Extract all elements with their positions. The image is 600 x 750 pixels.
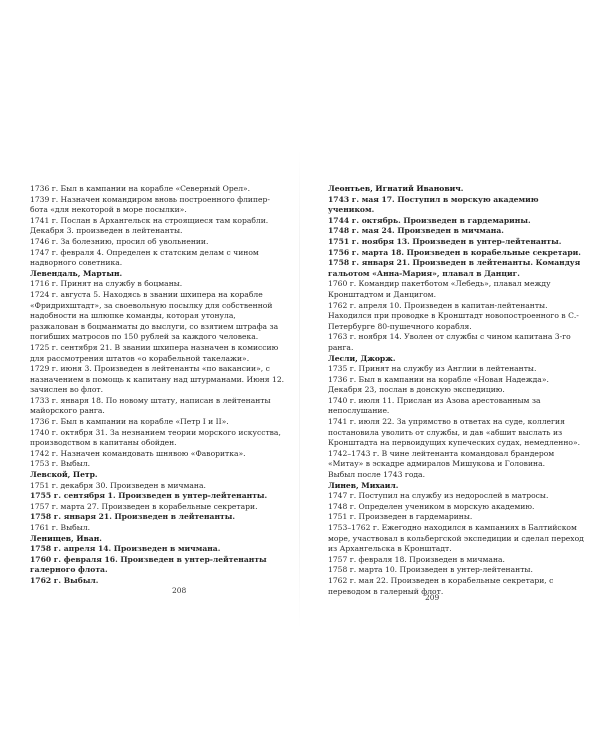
person-heading: Левендаль, Мартын. <box>30 268 123 278</box>
list-item: 1741 г. июля 22. За упрямство в ответах на суде, коллегия постановила уволить от службы, и дав «абшит выслать из Кронштадта на первоидущих купеческих судах, немедленно». <box>328 417 581 448</box>
list-item: 1757 г. февраля 18. Произведен в мичмана. <box>328 554 505 564</box>
list-item: 1733 г. января 18. По новому штату, написан в лейтенанты майорского ранга. <box>30 395 271 416</box>
list-item: 1751 г. декабря 30. Произведен в мичмана. <box>30 480 206 490</box>
person-heading: Линев, Михаил. <box>328 480 399 490</box>
list-item: 1736 г. Был в кампании на корабле «Новая Надежда». Декабря 23, послан в донскую экспедицию. <box>328 374 549 395</box>
person-heading: Леонтьев, Игнатий Иванович. <box>328 184 464 193</box>
list-item: 1761 г. Выбыл. <box>30 523 91 532</box>
list-item: 1762 г. мая 22. Произведен в корабельные секретари, с переводом в галерный флот. <box>328 575 554 596</box>
list-item: 1716 г. Принят на службу в боцманы. <box>30 279 183 289</box>
page-number-right: 209 <box>425 593 440 602</box>
list-item: 1751 г. Произведен в гардемарины. <box>328 512 473 522</box>
list-item: 1741 г. Послан в Архангельск на строящиеся там корабли. Декабря 3. произведен в лейтенанты. <box>30 215 269 236</box>
list-item: 1739 г. Назначен командиром вновь построенного флипер-бота «для некоторой в море посылки». <box>30 194 270 215</box>
person-heading: Лесли, Джорж. <box>328 353 396 363</box>
list-item: 1748 г. мая 24. Произведен в мичмана. <box>328 226 504 236</box>
list-item: 1743 г. мая 17. Поступил в морскую академию учеником. <box>328 194 539 215</box>
list-item: 1758 г. апреля 14. Произведен в мичмана. <box>30 544 221 554</box>
list-item: 1762 г. Выбыл. <box>30 575 99 585</box>
list-item: 1736 г. Был в кампании на корабле «Петр I и II». <box>30 417 229 427</box>
list-item: 1740 г. октября 31. За незнанием теории морского искусства, производством в капитаны обойден. <box>30 427 281 448</box>
right-page <box>328 184 584 597</box>
list-item: 1758 г. января 21. Произведен в лейтенанты. Командуя гальотом «Анна-Мария», плавал в Данциг. <box>328 258 581 278</box>
list-item: 1746 г. За болезнию, просил об увольнении. <box>30 236 209 246</box>
left-page <box>30 184 286 587</box>
list-item: 1758 г. марта 10. Произведен в унтер-лейтенанты. <box>328 565 533 575</box>
list-item: 1755 г. сентября 1. Произведен в унтер-лейтенанты. <box>30 491 268 501</box>
list-item: 1753 г. Выбыл. <box>30 459 91 469</box>
list-item: 1735 г. Принят на службу из Англии в лейтенанты. <box>328 364 537 374</box>
list-item: 1756 г. марта 18. Произведен в корабельные секретари. <box>328 247 581 257</box>
list-item: 1753–1762 г. Ежегодно находился в кампаниях в Балтийском море, участвовал в кольбергской экспедиции и сделал переход из Архангельска в Кронштадт. <box>328 523 584 554</box>
list-item: 1742 г. Назначен командовать шнявою «Фаворитка». <box>30 448 246 458</box>
list-item: 1747 г. февраля 4. Определен к статским делам с чином надворного советника. <box>30 247 259 268</box>
book-gutter <box>299 150 300 630</box>
list-item: 1742–1743 г. В чине лейтенанта командовал брандером «Митау» в эскадре адмиралов Мишукова и Головина. <box>328 448 555 469</box>
list-item: 1729 г. июня 3. Произведен в лейтенанты «по вакансии», с назначением в помощь к капитану над штурманами. Июня 12. зачислен во флот. <box>30 364 285 395</box>
list-item: 1758 г. января 21. Произведен в лейтенанты. <box>30 512 236 522</box>
person-heading: Ленищев, Иван. <box>30 533 102 543</box>
person-heading: Левской, Петр. <box>30 470 98 480</box>
list-item: 1736 г. Был в кампании на корабле «Северный Орел». <box>30 184 251 193</box>
list-item: 1725 г. сентября 21. В звании шхипера назначен в комиссию для рассмотрения штатов «о корабельной такелажи». <box>30 342 279 363</box>
list-item: Выбыл после 1743 года. <box>328 470 426 480</box>
list-item: 1762 г. апреля 10. Произведен в капитан-лейтенанты. Находился при проводке в Кронштадт новопостроенного в С.-Петербурге 80-пушечного корабля. <box>328 300 579 331</box>
list-item: 1747 г. Поступил на службу из недорослей в матросы. <box>328 491 549 501</box>
list-item: 1751 г. ноября 13. Произведен в унтер-лейтенанты. <box>328 236 562 246</box>
list-item: 1740 г. июля 11. Прислан из Азова арестованным за непослушание. <box>328 395 541 416</box>
list-item: 1757 г. марта 27. Произведен в корабельные секретари. <box>30 501 258 511</box>
list-item: 1744 г. октябрь. Произведен в гардемарины. <box>328 215 531 225</box>
list-item: 1760 г. Командир пакетботом «Лебедь», плавал между Кронштадтом и Данцигом. <box>328 279 551 299</box>
list-item: 1724 г. августа 5. Находясь в звании шхипера на корабле «Фридрихштадт», за своевольную посылку для собственной надобности на шлюпке команды, которая утонула, разжалован в боцманматы до выслуги, со взятием штрафа за погибших матросов по 150 рублей за каждого человека. <box>30 289 279 342</box>
page-number-left: 208 <box>172 586 187 595</box>
list-item: 1748 г. Определен учеником в морскую академию. <box>328 501 535 511</box>
list-item: 1763 г. ноября 14. Уволен от службы с чином капитана 3-го ранга. <box>328 332 571 352</box>
list-item: 1760 г. февраля 16. Произведен в унтер-лейтенанты галерного флота. <box>30 554 267 575</box>
